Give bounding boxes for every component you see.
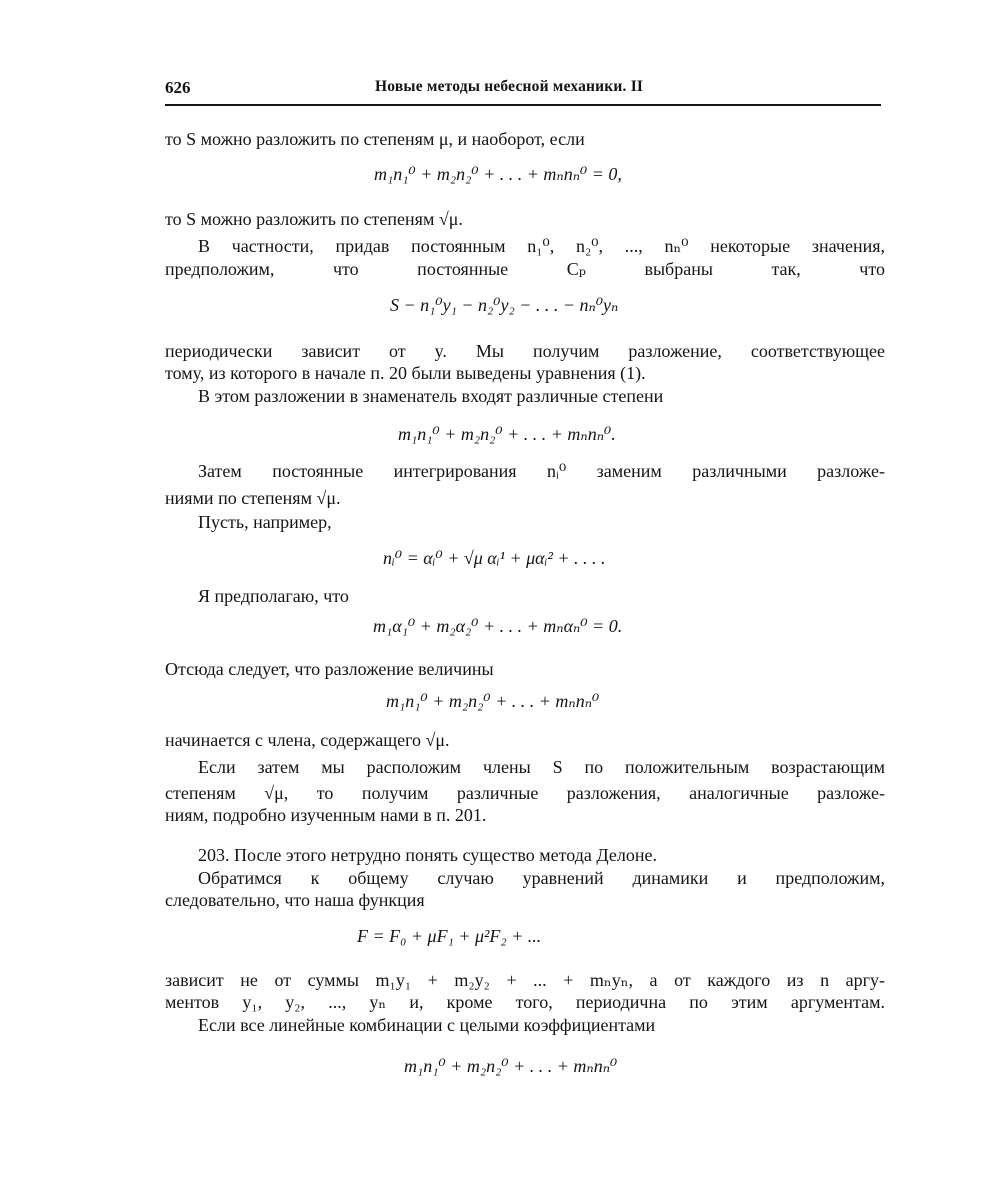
text-line: Если все линейные комбинации с целыми коэффициентами xyxy=(198,1015,656,1035)
text-line: то S можно разложить по степеням μ, и наоборот, если xyxy=(165,129,585,149)
text-line: степеням √μ, то получим различные разложения, аналогичные разложе- xyxy=(165,783,885,803)
text-line: Затем постоянные интегрирования nᵢ⁰ заменим различными разложе- xyxy=(198,461,885,481)
text-line: Я предполагаю, что xyxy=(198,586,349,606)
text-line: ниям, подробно изученным нами в п. 201. xyxy=(165,805,487,825)
page-number: 626 xyxy=(165,78,191,97)
text-line: Обратимся к общему случаю уравнений динамики и предположим, xyxy=(198,868,885,888)
page-header xyxy=(165,78,881,106)
text-line: Отсюда следует, что разложение величины xyxy=(165,659,494,679)
equation: nᵢ⁰ = αᵢ⁰ + √μ αᵢ¹ + μαᵢ² + . . . . xyxy=(383,548,606,568)
text-line: тому, из которого в начале п. 20 были выведены уравнения (1). xyxy=(165,363,646,383)
text-line: зависит не от суммы m₁y₁ + m₂y₂ + ... + mₙyₙ, а от каждого из n аргу- xyxy=(165,970,885,990)
text-line: периодически зависит от y. Мы получим разложение, соответствующее xyxy=(165,341,885,361)
equation: S − n₁⁰y₁ − n₂⁰y₂ − . . . − nₙ⁰yₙ xyxy=(390,295,619,315)
text-line: начинается с члена, содержащего √μ. xyxy=(165,730,450,750)
equation: m₁n₁⁰ + m₂n₂⁰ + . . . + mₙnₙ⁰ xyxy=(386,691,600,711)
equation: F = F₀ + μF₁ + μ²F₂ + ... xyxy=(357,926,542,946)
running-title: Новые методы небесной механики. II xyxy=(375,78,644,95)
text-line: то S можно разложить по степеням √μ. xyxy=(165,209,463,229)
section-203-line: 203. После этого нетрудно понять существо метода Делоне. xyxy=(198,845,657,865)
text-line: В частности, придав постоянным n₁⁰, n₂⁰, ..., nₙ⁰ некоторые значения, xyxy=(198,236,885,256)
equation: m₁n₁⁰ + m₂n₂⁰ + . . . + mₙnₙ⁰ xyxy=(404,1056,618,1076)
text-line: Если затем мы расположим члены S по положительным возрастающим xyxy=(198,757,885,777)
text-line: В этом разложении в знаменатель входят различные степени xyxy=(198,386,664,406)
text-line: ниями по степеням √μ. xyxy=(165,488,341,508)
equation: m₁α₁⁰ + m₂α₂⁰ + . . . + mₙαₙ⁰ = 0. xyxy=(373,616,623,636)
text-line: предположим, что постоянные Cₚ выбраны так, что xyxy=(165,259,885,279)
text-line: ментов y₁, y₂, ..., yₙ и, кроме того, периодична по этим аргументам. xyxy=(165,992,885,1012)
text-line: следовательно, что наша функция xyxy=(165,890,425,910)
equation: m₁n₁⁰ + m₂n₂⁰ + . . . + mₙnₙ⁰. xyxy=(398,424,616,444)
text-line: Пусть, например, xyxy=(198,512,332,532)
equation: m₁n₁⁰ + m₂n₂⁰ + . . . + mₙnₙ⁰ = 0, xyxy=(374,164,622,184)
